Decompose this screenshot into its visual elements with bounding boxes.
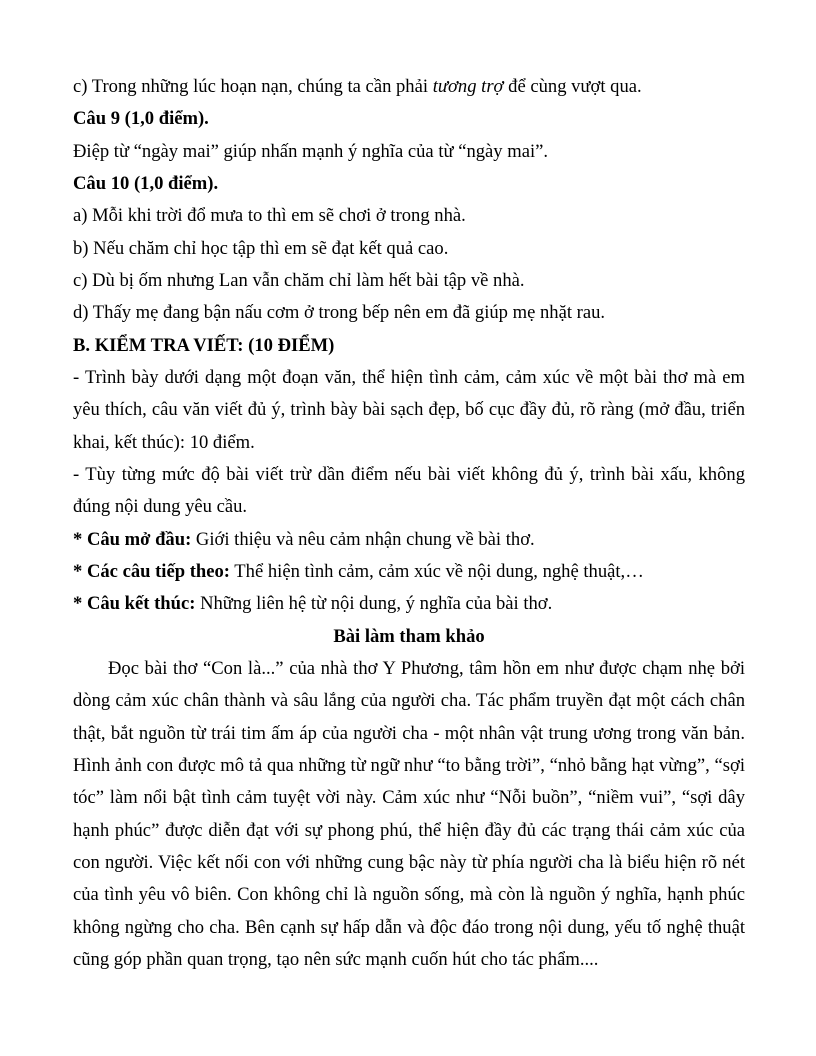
answer-line-c-italic: tương trợ — [432, 76, 504, 97]
cau9-answer: Điệp từ “ngày mai” giúp nhấn mạnh ý nghĩa của từ “ngày mai”. — [73, 140, 549, 162]
cau10-heading: Câu 10 (1,0 điểm). — [73, 172, 219, 194]
cau10-answer-d: d) Thấy mẹ đang bận nấu cơm ở trong bếp nên em đã giúp mẹ nhặt rau. — [73, 302, 606, 324]
guide-opening-text: Giới thiệu và nêu cảm nhận chung về bài thơ. — [191, 528, 535, 550]
guide-closing-text: Những liên hệ từ nội dung, ý nghĩa của bài thơ. — [195, 593, 553, 615]
cau9-heading: Câu 9 (1,0 điểm). — [73, 108, 209, 130]
cau10-answer-b: b) Nếu chăm chỉ học tập thì em sẽ đạt kết quả cao. — [73, 237, 449, 259]
cau10-answer-a: a) Mỗi khi trời đổ mưa to thì em sẽ chơi ở trong nhà. — [73, 205, 466, 227]
answer-line-c — [73, 71, 745, 103]
cau10-answer-c: c) Dù bị ốm nhưng Lan vẫn chăm chỉ làm hết bài tập về nhà. — [73, 269, 525, 291]
guide-closing-line — [73, 588, 745, 620]
guide-opening-label: * Câu mở đầu: — [73, 528, 192, 550]
sample-essay-paragraph: Đọc bài thơ “Con là...” của nhà thơ Y Phương, tâm hồn em như được chạm nhẹ bởi dòng cảm xúc chân thành và sâu lắng của người cha. Tác phẩm truyền đạt một cách chân thật, bắt nguồn từ trái tim ấm áp của người cha - một nhân vật trung ương trong văn bản. Hình ảnh con được mô tả qua những từ ngữ như “to bằng trời”, “nhỏ bằng hạt vừng”, “sợi tóc” làm nổi bật tình cảm tuyệt vời này. Cảm xúc như “Nỗi buồn”, “niềm vui”, “sợi dây hạnh phúc” được diễn đạt với sự phong phú, thể hiện đầy đủ các trạng thái cảm xúc của con người. Việc kết nối con với những cung bậc này từ phía người cha là biểu hiện rõ nét của tình yêu vô biên. Con không chỉ là nguồn sống, mà còn là nguồn ý nghĩa, hạnh phúc không ngừng cho cha. Bên cạnh sự hấp dẫn và độc đáo trong nội dung, yếu tố nghệ thuật cũng góp phần quan trọng, tạo nên sức mạnh cuốn hút cho tác phẩm.... — [73, 657, 745, 970]
sample-essay-heading: Bài làm tham khảo — [333, 625, 485, 647]
answer-line-c-pre: c) Trong những lúc hoạn nạn, chúng ta cần phải — [73, 76, 433, 97]
grading-criteria-2: - Tùy từng mức độ bài viết trừ dần điểm nếu bài viết không đủ ý, trình bài xấu, không đúng nội dung yêu cầu. — [73, 463, 745, 518]
guide-following-line — [73, 556, 745, 588]
answer-line-c-post: để cùng vượt qua. — [503, 76, 642, 97]
grading-criteria-1: - Trình bày dưới dạng một đoạn văn, thể hiện tình cảm, cảm xúc về một bài thơ mà em yêu thích, câu văn viết đủ ý, trình bày bài sạch đẹp, bố cục đầy đủ, rõ ràng (mở đầu, triển khai, kết thúc): 10 điểm. — [73, 366, 745, 453]
guide-following-text: Thể hiện tình cảm, cảm xúc về nội dung, nghệ thuật,… — [230, 560, 644, 582]
guide-closing-label: * Câu kết thúc: — [73, 593, 196, 615]
section-b-heading: B. KIỂM TRA VIẾT: (10 ĐIỂM) — [73, 334, 335, 356]
guide-following-label: * Các câu tiếp theo: — [73, 560, 230, 582]
guide-opening-line — [73, 524, 745, 556]
